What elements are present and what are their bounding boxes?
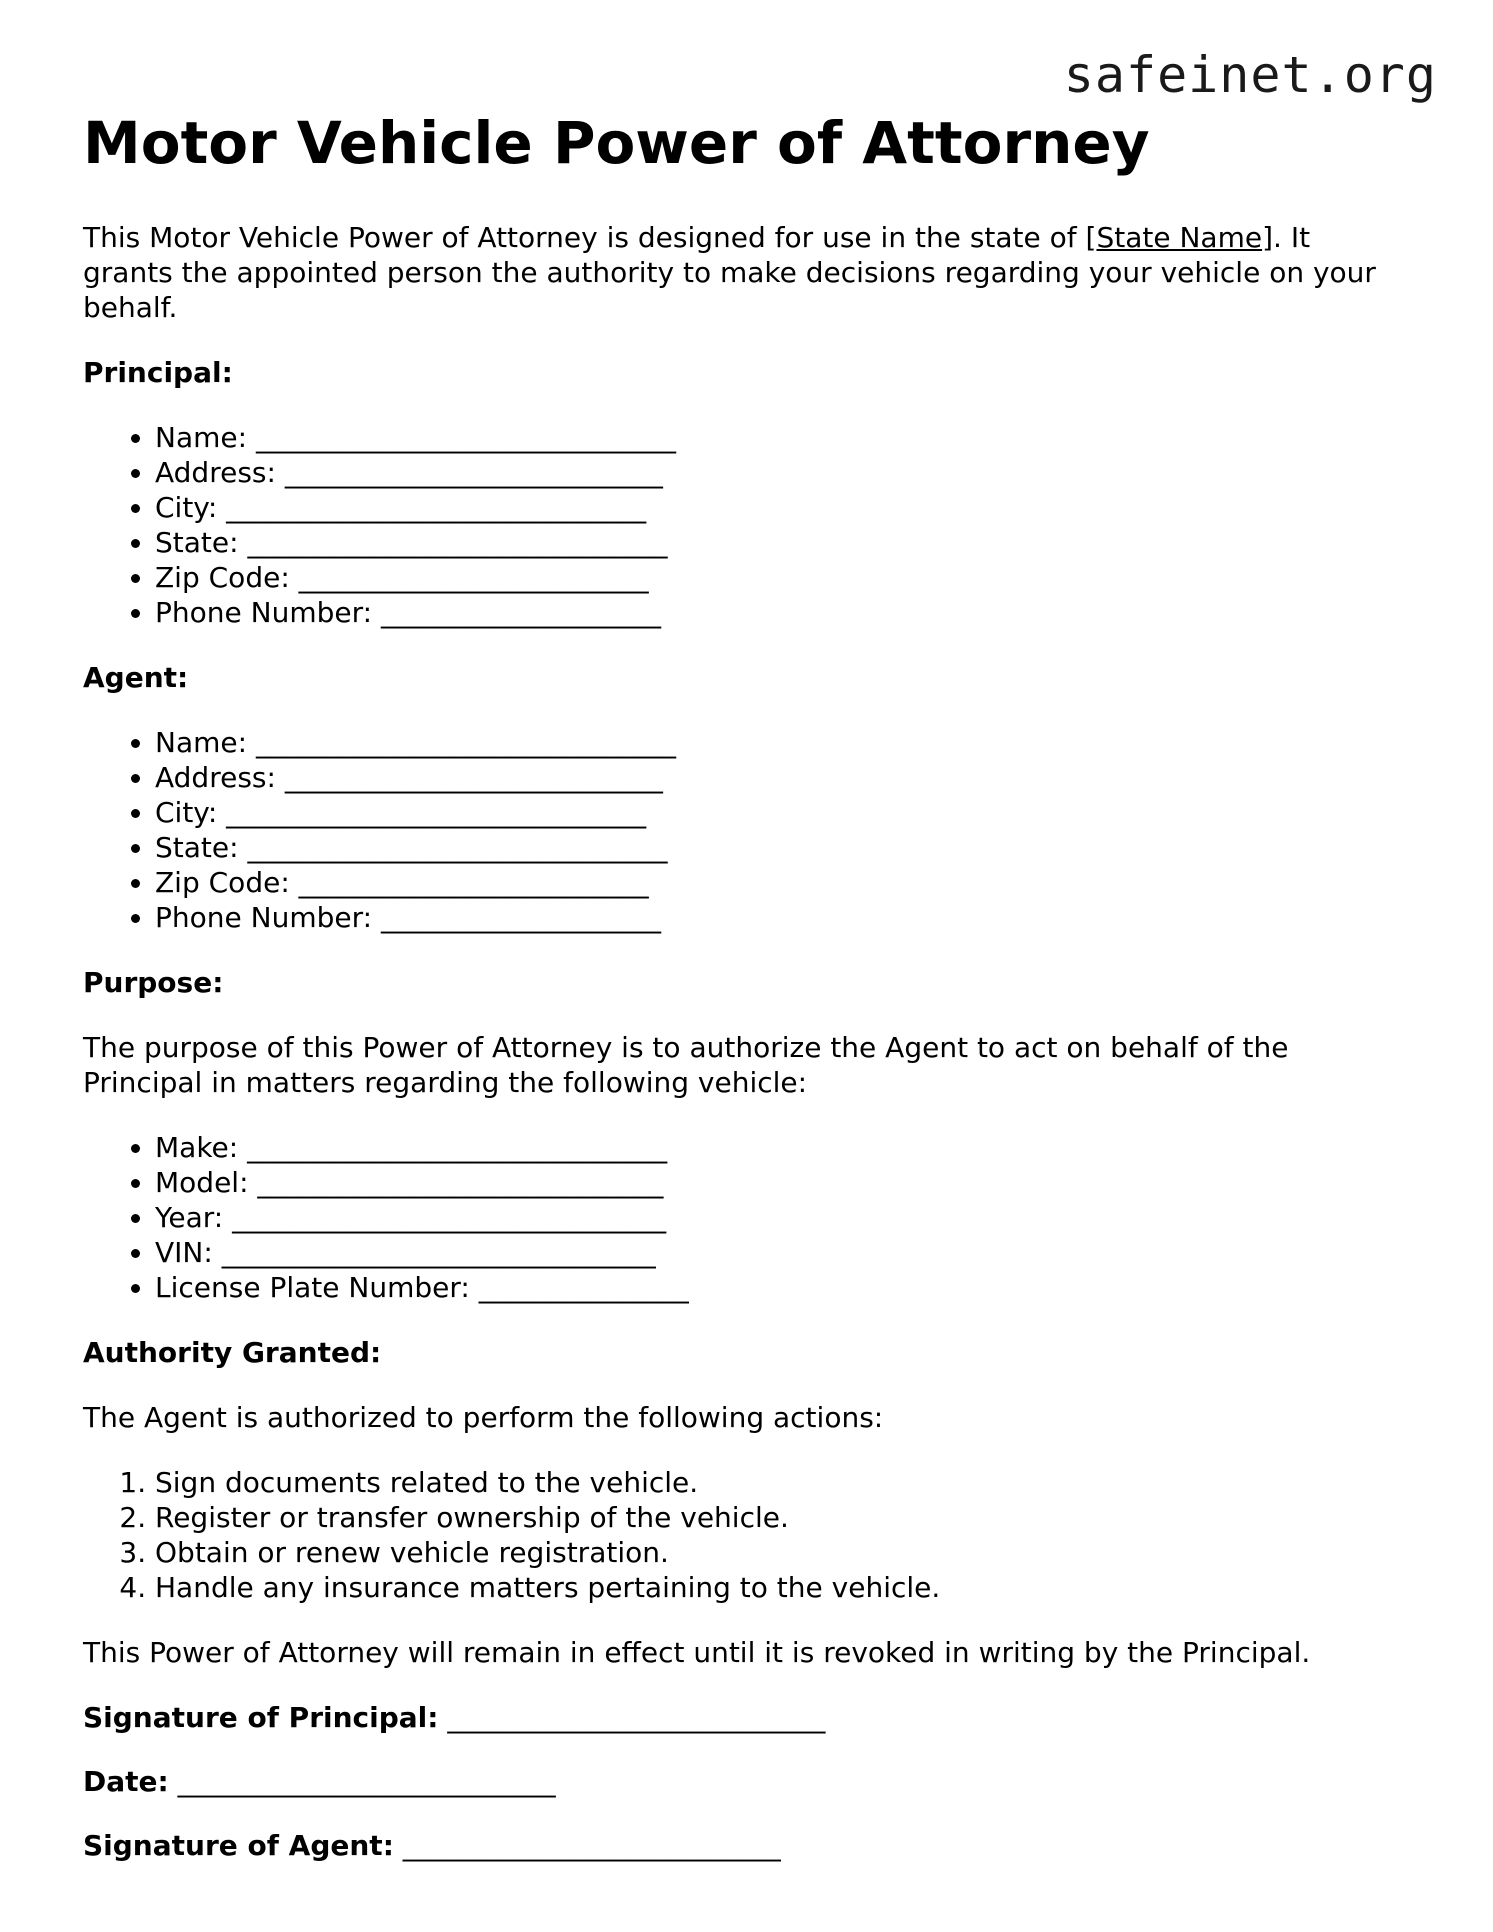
agent-address-field: • Address: ___________________________ [155, 760, 1403, 795]
agent-heading: Agent: [83, 661, 189, 694]
agent-city-field: • City: ______________________________ [155, 795, 1403, 830]
authority-heading: Authority Granted: [83, 1336, 382, 1369]
purpose-paragraph: The purpose of this Power of Attorney is to authorize the Agent to act on behalf of the Principal in matters regarding the following vehicle: [83, 1031, 1289, 1099]
agent-signature-blank: ___________________________ [402, 1829, 781, 1862]
date-label: Date: [83, 1765, 169, 1798]
vehicle-plate-field: • License Plate Number: _______________ [155, 1270, 1403, 1305]
authority-action: 2. Register or transfer ownership of the vehicle. [155, 1500, 1403, 1535]
document-page [83, 110, 1403, 1892]
agent-zip-field: • Zip Code: _________________________ [155, 865, 1403, 900]
authority-action: 1. Sign documents related to the vehicle. [155, 1465, 1403, 1500]
intro-before: This Motor Vehicle Power of Attorney is designed for use in the state of [ [83, 221, 1097, 254]
watermark: safeinet.org [1063, 46, 1437, 104]
principal-signature-blank: ___________________________ [447, 1701, 826, 1734]
authority-actions-list [83, 1465, 1403, 1605]
authority-action: 3. Obtain or renew vehicle registration. [155, 1535, 1403, 1570]
agent-signature-line [83, 1828, 1403, 1863]
vehicle-vin-field: • VIN: _______________________________ [155, 1235, 1403, 1270]
vehicle-year-field: • Year: _______________________________ [155, 1200, 1403, 1235]
principal-zip-field: • Zip Code: _________________________ [155, 560, 1403, 595]
purpose-heading: Purpose: [83, 966, 224, 999]
principal-heading: Principal: [83, 356, 233, 389]
principal-signature-line [83, 1700, 1403, 1735]
state-name-placeholder: State Name [1096, 221, 1263, 254]
authority-action: 4. Handle any insurance matters pertaining to the vehicle. [155, 1570, 1403, 1605]
principal-fields-list [83, 420, 1403, 630]
date-line [83, 1764, 1403, 1799]
vehicle-make-field: • Make: ______________________________ [155, 1130, 1403, 1165]
vehicle-model-field: • Model: _____________________________ [155, 1165, 1403, 1200]
principal-city-field: • City: ______________________________ [155, 490, 1403, 525]
intro-after: ]. It grants the appointed person the authority to make decisions regarding your vehicle on your behalf. [83, 221, 1376, 324]
date-blank: ___________________________ [177, 1765, 556, 1798]
principal-state-field: • State: ______________________________ [155, 525, 1403, 560]
principal-name-field: • Name: ______________________________ [155, 420, 1403, 455]
effect-paragraph: This Power of Attorney will remain in effect until it is revoked in writing by the Principal. [83, 1636, 1311, 1669]
agent-state-field: • State: ______________________________ [155, 830, 1403, 865]
principal-phone-field: • Phone Number: ____________________ [155, 595, 1403, 630]
agent-fields-list [83, 725, 1403, 935]
agent-phone-field: • Phone Number: ____________________ [155, 900, 1403, 935]
document-title: Motor Vehicle Power of Attorney [83, 109, 1150, 177]
principal-address-field: • Address: ___________________________ [155, 455, 1403, 490]
intro-paragraph [83, 220, 1403, 325]
vehicle-fields-list [83, 1130, 1403, 1305]
authority-paragraph: The Agent is authorized to perform the following actions: [83, 1401, 884, 1434]
agent-signature-label: Signature of Agent: [83, 1829, 394, 1862]
principal-signature-label: Signature of Principal: [83, 1701, 439, 1734]
agent-name-field: • Name: ______________________________ [155, 725, 1403, 760]
